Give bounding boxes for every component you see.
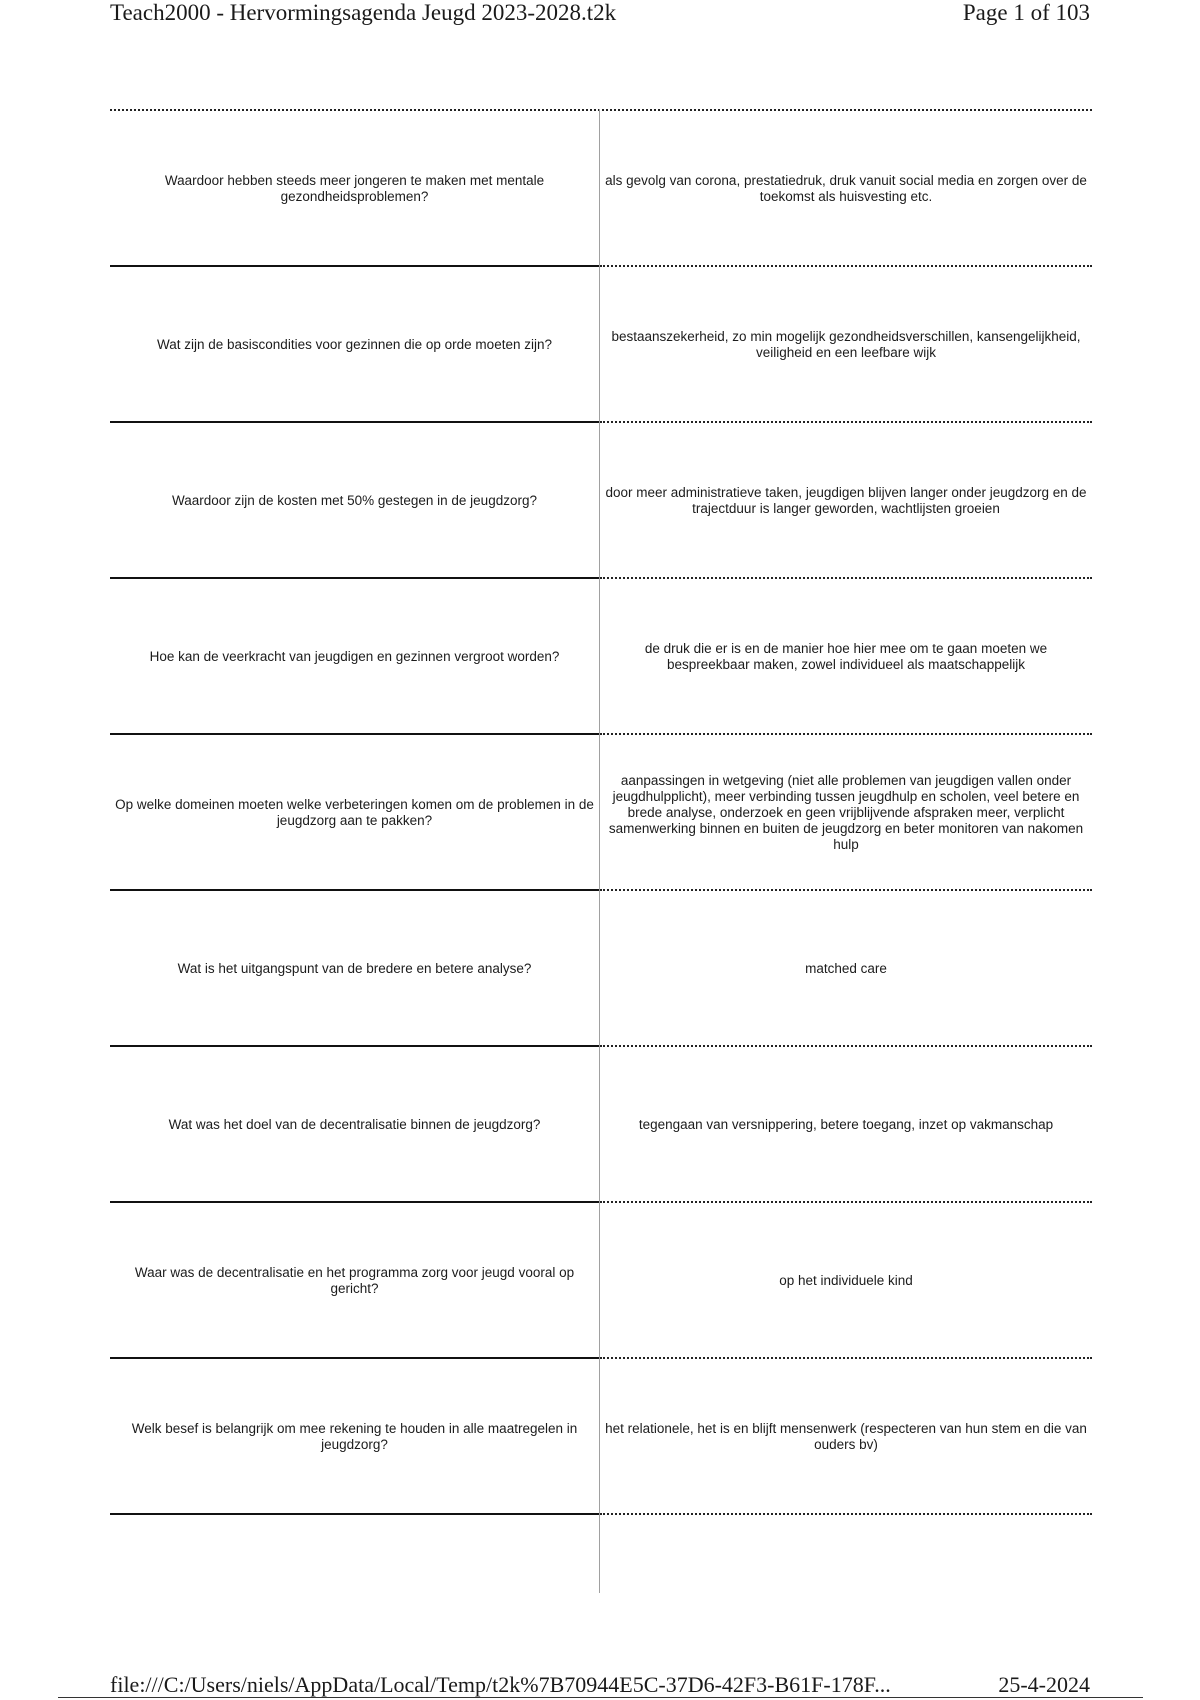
card-question: Op welke domeinen moeten welke verbeteringen komen om de problemen in de jeugdzorg aan te pakken? — [115, 797, 594, 828]
card-question: Waardoor hebben steeds meer jongeren te maken met mentale gezondheidsproblemen? — [164, 173, 545, 204]
card-row — [110, 735, 1092, 891]
card-row — [110, 891, 1092, 1047]
card-answer: door meer administratieve taken, jeugdigen blijven langer onder jeugdzorg en de trajectduur is langer geworden, wachtlijsten groeien — [605, 485, 1087, 516]
row-divider — [110, 1513, 599, 1515]
card-answer: bestaanszekerheid, zo min mogelijk gezondheidsverschillen, kansengelijkheid, veiligheid en een leefbare wijk — [611, 329, 1081, 360]
card-answer: tegengaan van versnippering, betere toegang, inzet op vakmanschap — [638, 1117, 1054, 1132]
card-question: Wat zijn de basiscondities voor gezinnen die op orde moeten zijn? — [157, 337, 552, 352]
file-url: file:///C:/Users/niels/AppData/Local/Temp/t2k%7B70944E5C-37D6-42F3-B61F-178F... — [110, 1672, 891, 1697]
card-row — [110, 1047, 1092, 1203]
row-cut-line — [600, 1513, 1092, 1515]
card-answer: de druk die er is en de manier hoe hier mee om te gaan moeten we bespreekbaar maken, zowel individueel als maatschappelijk — [644, 641, 1048, 672]
card-row — [110, 1203, 1092, 1359]
footer-rule — [58, 1697, 1143, 1698]
card-row — [110, 579, 1092, 735]
card-question: Waardoor zijn de kosten met 50% gestegen in de jeugdzorg? — [172, 493, 537, 508]
card-row — [110, 267, 1092, 423]
card-question: Hoe kan de veerkracht van jeugdigen en gezinnen vergroot worden? — [149, 649, 560, 664]
card-row — [110, 111, 1092, 267]
card-row — [110, 1359, 1092, 1515]
print-date: 25-4-2024 — [998, 1672, 1090, 1697]
card-question: Welk besef is belangrijk om mee rekening te houden in alle maatregelen in jeugdzorg? — [131, 1421, 578, 1452]
card-answer: matched care — [805, 961, 887, 976]
document-title: Teach2000 - Hervormingsagenda Jeugd 2023-2028.t2k — [110, 0, 617, 25]
page-header — [110, 0, 1090, 30]
page-footer — [110, 1672, 1090, 1698]
card-answer: als gevolg van corona, prestatiedruk, druk vanuit social media en zorgen over de toekomst als huisvesting etc. — [605, 173, 1087, 204]
page-number: Page 1 of 103 — [962, 0, 1090, 25]
card-answer: het relationele, het is en blijft mensenwerk (respecteren van hun stem en die van ouders bv) — [605, 1421, 1087, 1452]
card-row — [110, 423, 1092, 579]
card-answer: op het individuele kind — [779, 1273, 913, 1288]
card-question: Wat is het uitgangspunt van de bredere en betere analyse? — [177, 961, 532, 976]
card-answer: aanpassingen in wetgeving (niet alle problemen van jeugdigen vallen onder jeugdhulpplicht), meer verbinding tussen jeugdhulp en scholen, veel betere en brede analyse, onderzoek en geen vrijblijvende afspraken meer, verplicht samenwerking binnen en buiten de jeugdzorg en beter monitoren van nakomen hulp — [608, 773, 1084, 852]
flashcard-table — [110, 109, 1092, 1593]
card-question: Wat was het doel van de decentralisatie binnen de jeugdzorg? — [168, 1117, 541, 1132]
card-question: Waar was de decentralisatie en het programma zorg voor jeugd vooral op gericht? — [134, 1265, 575, 1296]
